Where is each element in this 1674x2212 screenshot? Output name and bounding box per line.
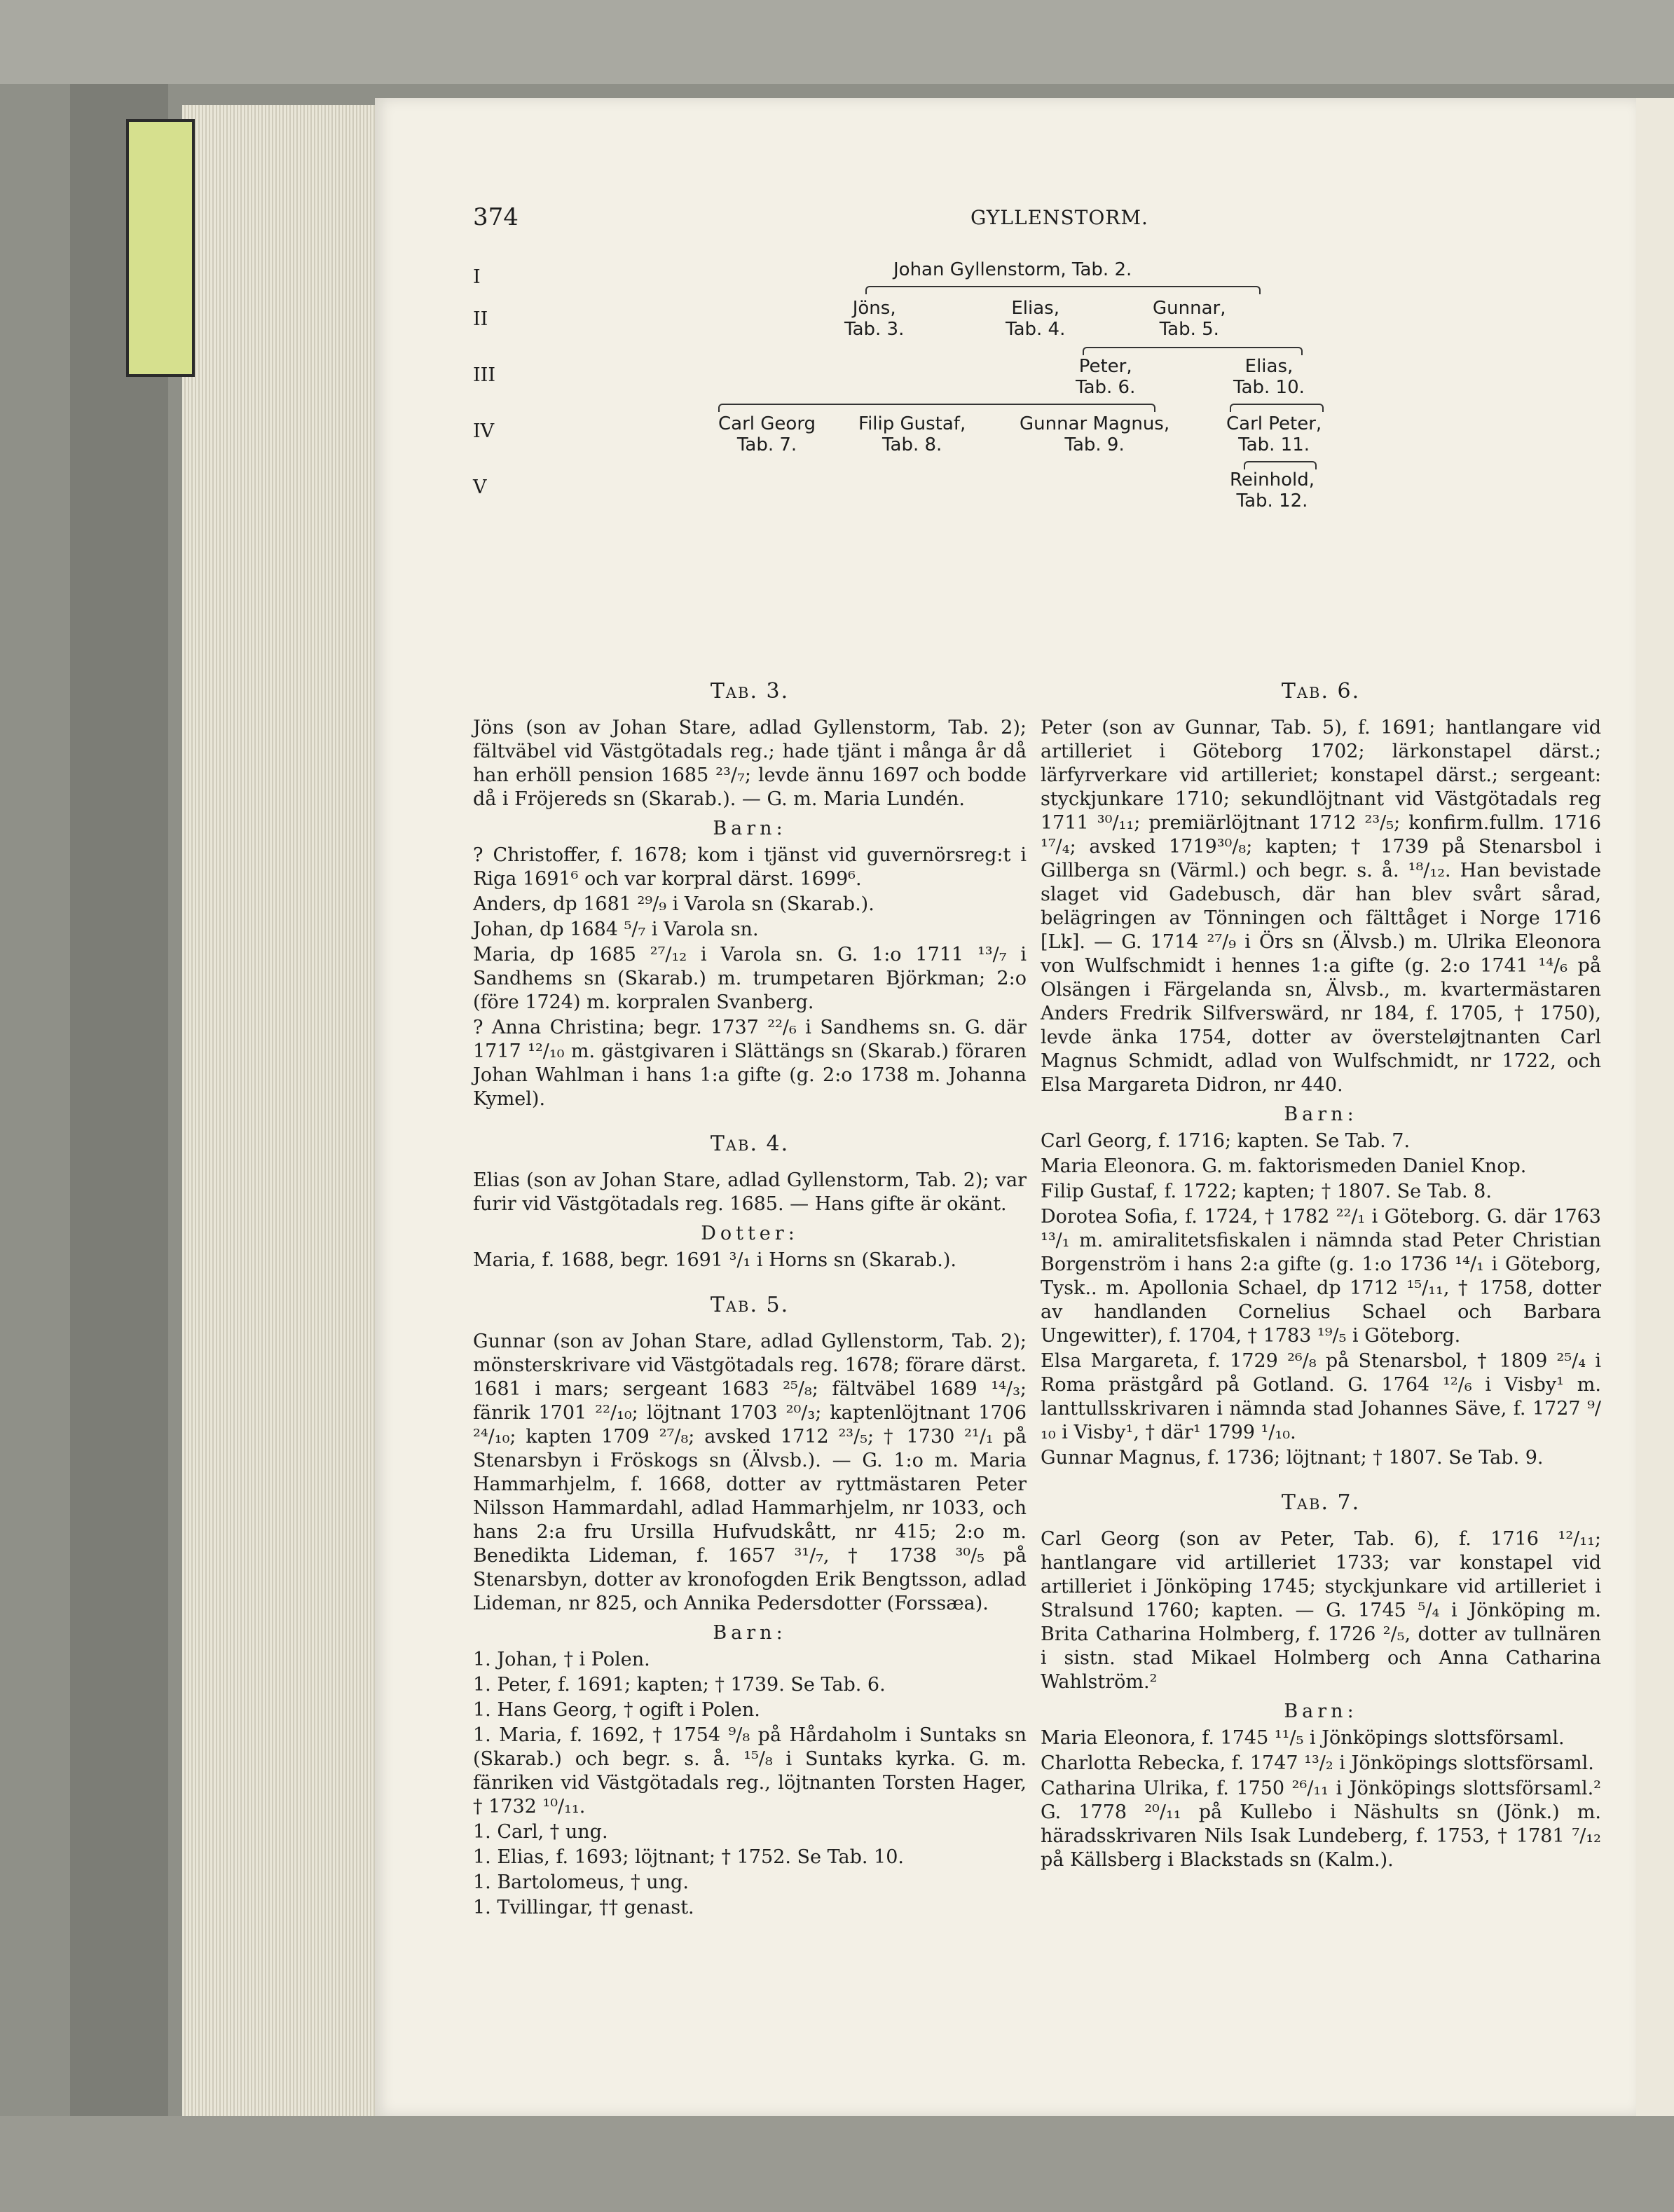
- child-entry: 1. Bartolomeus, † ung.: [473, 1871, 689, 1893]
- tree-node-name: Reinhold,: [1230, 469, 1315, 490]
- tree-node-gen4: [1226, 413, 1322, 455]
- child-entry: 1. Elias, f. 1693; löjtnant; † 1752. Se Tab. 10.: [473, 1846, 904, 1868]
- page-edges: [182, 105, 375, 2116]
- tab-heading: Tab. 3.: [710, 679, 790, 703]
- child-entry: Catharina Ulrika, f. 1750 ²⁶/₁₁ i Jönköpings slottsförsaml.² G. 1778 ²⁰/₁₁ på Kullebo i Näshults sn (Jönk.) m. häradsskrivaren Nils Isak Lundeberg, f. 1753, † 1781 ⁷/₁₂ på Källsberg i Blackstads sn (Kalm.).: [1041, 1778, 1601, 1871]
- children-heading: Dotter:: [701, 1223, 799, 1244]
- tree-brace: [865, 286, 1261, 294]
- child-entry: Johan, dp 1684 ⁵/₇ i Varola sn.: [473, 919, 759, 940]
- book-spine: [70, 84, 168, 2116]
- tree-node-name: Carl Georg: [718, 413, 816, 434]
- tree-node-name: Gunnar,: [1153, 298, 1226, 319]
- tree-node-name: Peter,: [1078, 356, 1132, 377]
- child-entry: Anders, dp 1681 ²⁹/₉ i Varola sn (Skarab.).: [473, 893, 874, 915]
- tree-node-gen4: [858, 413, 966, 455]
- generation-label: IV: [473, 420, 495, 442]
- child-entry: ? Christoffer, f. 1678; kom i tjänst vid guvernörsreg:t i Riga 1691⁶ och var korpral därst. 1699⁶.: [473, 844, 1027, 890]
- tree-node-tab: Tab. 12.: [1236, 490, 1308, 511]
- running-title: GYLLENSTORM.: [970, 206, 1148, 229]
- tree-node-tab: Tab. 9.: [1064, 434, 1125, 455]
- page-header: [473, 203, 1594, 238]
- tree-node-gen2: [844, 298, 904, 340]
- tree-node-gen1: [893, 259, 1132, 280]
- tab-heading: Tab. 5.: [710, 1293, 790, 1317]
- tree-brace: [1083, 347, 1303, 355]
- child-entry: Carl Georg, f. 1716; kapten. Se Tab. 7.: [1041, 1130, 1411, 1152]
- left-column: [473, 659, 1027, 1921]
- child-entry: Dorotea Sofia, f. 1724, † 1782 ²²/₁ i Göteborg. G. där 1763 ¹³/₁ m. amiralitetsfiskalen i nämnda stad Peter Christian Borgenström i hans 2:a gifte (g. 1:o 1736 ¹⁴/₁ i Göteborg, Tysk.. m. Apollonia Schael, dp 1712 ¹⁵/₁₁, † 1758, dotter av handlanden Cornelius Schael och Barbara Ungewitter), f. 1704, † 1783 ¹⁹/₅ i Göteborg.: [1041, 1206, 1601, 1347]
- child-entry: Maria, f. 1688, begr. 1691 ³/₁ i Horns sn (Skarab.).: [473, 1249, 956, 1271]
- tree-node-tab: Tab. 11.: [1238, 434, 1310, 455]
- child-entry: 1. Peter, f. 1691; kapten; † 1739. Se Tab. 6.: [473, 1674, 886, 1696]
- tree-node-tab: Tab. 3.: [844, 319, 905, 340]
- tree-node-tab: Tab. 7.: [736, 434, 797, 455]
- entry-paragraph: Elias (son av Johan Stare, adlad Gyllenstorm, Tab. 2); var furir vid Västgötadals reg. 1685. — Hans gifte är okänt.: [473, 1169, 1027, 1215]
- generation-label: V: [473, 476, 487, 498]
- tree-brace: [1244, 461, 1317, 469]
- child-entry: Maria Eleonora, f. 1745 ¹¹/₅ i Jönköpings slottsförsaml.: [1041, 1727, 1565, 1749]
- facing-page-edge: [1633, 98, 1674, 2123]
- child-entry: Charlotta Rebecka, f. 1747 ¹³/₂ i Jönköpings slottsförsaml.: [1041, 1752, 1594, 1774]
- tree-node-gen5: [1230, 469, 1315, 511]
- tree-node-name: Elias,: [1244, 356, 1294, 377]
- child-entry: 1. Carl, † ung.: [473, 1821, 608, 1843]
- tree-node-name: Johan Gyllenstorm, Tab. 2.: [893, 259, 1132, 280]
- generation-label: III: [473, 364, 495, 386]
- child-entry: 1. Hans Georg, † ogift i Polen.: [473, 1699, 760, 1721]
- tab-heading: Tab. 4.: [710, 1132, 790, 1156]
- tree-node-tab: Tab. 6.: [1076, 377, 1136, 398]
- page-content: [473, 203, 1601, 2095]
- tree-node-gen2: [1153, 298, 1226, 340]
- photo-background-bottom: [0, 2116, 1674, 2212]
- children-heading: Barn:: [713, 818, 787, 839]
- entry-paragraph: Peter (son av Gunnar, Tab. 5), f. 1691; hantlangare vid artilleriet i Göteborg 1702; lärkonstapel därst.; lärfyrverkare vid artilleriet; konstapel därst.; sergeant: styckjunkare 1710; sekundlöjtnant vid Västgötadals reg 1711 ³⁰/₁₁; premiärlöjtnant 1712 ²³/₅; konfirm.fullm. 1716 ¹⁷/₄; avsked 1719³⁰/₈; kapten; † 1739 på Stenarsbol i Gillberga sn (Värml.) och begr. s. å. ¹⁸/₁₂. Han bevistade slaget vid Gadebusch, där han blev svårt sårad, belägringen av Tönningen och fälttåget i Norge 1716 [Lk]. — G. 1714 ²⁷/₉ i Örs sn (Älvsb.) m. Ulrika Eleonora von Wulfschmidt i hennes 1:a gifte (g. 2:o 1741 ¹⁴/₆ på Olsängen i Färgelanda sn, Älvsb., m. kvartermästaren Anders Fredrik Silfverswärd, nr 184, f. 1705, † 1750), levde änka 1754, dotter av översteløjtnanten Carl Magnus Schmidt, adlad von Wulfschmidt, nr 1722, och Elsa Margareta Didron, nr 440.: [1041, 717, 1601, 1096]
- entry-paragraph: Carl Georg (son av Peter, Tab. 6), f. 1716 ¹²/₁₁; hantlangare vid artilleriet 1733; var konstapel vid artilleriet i Jönköping 1745; styckjunkare vid artilleriet i Stralsund 1760; kapten. — G. 1745 ⁵/₄ i Jönköping m. Brita Catharina Holmberg, f. 1726 ²/₅, dotter av tullnären i sistn. stad Mikael Holmberg och Anna Catharina Wahlström.²: [1041, 1528, 1601, 1693]
- photo-background-top: [0, 0, 1674, 84]
- entry-paragraph: Jöns (son av Johan Stare, adlad Gyllenstorm, Tab. 2); fältväbel vid Västgötadals reg.; hade tjänt i många år då han erhöll pension 1685 ²³/₇; levde ännu 1697 och bodde då i Fröjereds sn (Skarab.). — G. m. Maria Lundén.: [473, 717, 1027, 810]
- children-heading: Barn:: [1284, 1104, 1358, 1125]
- tab-heading: Tab. 7.: [1281, 1490, 1361, 1515]
- tree-node-gen4: [1020, 413, 1169, 455]
- tree-node-name: Jöns,: [852, 298, 896, 319]
- spine-label: [126, 119, 195, 377]
- tree-node-gen3: [1076, 356, 1135, 398]
- page-number: 374: [473, 203, 519, 231]
- tab-heading: Tab. 6.: [1281, 679, 1361, 703]
- child-entry: 1. Tvillingar, †† genast.: [473, 1897, 694, 1918]
- tree-brace: [1230, 404, 1324, 412]
- child-entry: Gunnar Magnus, f. 1736; löjtnant; † 1807. Se Tab. 9.: [1041, 1447, 1544, 1469]
- child-entry: ? Anna Christina; begr. 1737 ²²/₆ i Sandhems sn. G. där 1717 ¹²/₁₀ m. gästgivaren i Slättängs sn (Skarab.) föraren Johan Wahlman i hans 1:a gifte (g. 2:o 1738 m. Johanna Kymel).: [473, 1017, 1027, 1110]
- tree-brace: [718, 404, 1155, 412]
- children-heading: Barn:: [713, 1622, 787, 1644]
- book-page: [375, 98, 1636, 2116]
- tree-node-gen4: [718, 413, 816, 455]
- tree-node-tab: Tab. 4.: [1006, 319, 1066, 340]
- tree-node-name: Elias,: [1011, 298, 1059, 319]
- child-entry: Maria, dp 1685 ²⁷/₁₂ i Varola sn. G. 1:o 1711 ¹³/₇ i Sandhems sn (Skarab.) m. trumpetaren Björkman; 2:o (före 1724) m. korpralen Svanberg.: [473, 944, 1027, 1013]
- children-heading: Barn:: [1284, 1701, 1358, 1722]
- child-entry: Elsa Margareta, f. 1729 ²⁶/₈ på Stenarsbol, † 1809 ²⁵/₄ i Roma prästgård på Gotland. G. 1764 ¹²/₆ i Visby¹ m. lanttullsskrivaren i nämnda stad Johannes Säve, f. 1727 ⁹/₁₀ i Visby¹, † där¹ 1799 ¹/₁₀.: [1041, 1350, 1601, 1443]
- tree-node-name: Filip Gustaf,: [858, 413, 966, 434]
- tree-node-name: Carl Peter,: [1226, 413, 1322, 434]
- child-entry: 1. Maria, f. 1692, † 1754 ⁹/₈ på Hårdaholm i Suntaks sn (Skarab.) och begr. s. å. ¹⁵/₈ i Suntaks kyrka. G. m. fänriken vid Västgötadals reg., löjtnanten Torsten Hager, † 1732 ¹⁰/₁₁.: [473, 1724, 1027, 1818]
- generation-label: II: [473, 308, 488, 330]
- child-entry: Filip Gustaf, f. 1722; kapten; † 1807. Se Tab. 8.: [1041, 1181, 1492, 1202]
- generation-label: I: [473, 266, 481, 288]
- tree-node-gen3: [1233, 356, 1305, 398]
- child-entry: 1. Johan, † i Polen.: [473, 1649, 650, 1670]
- right-column: [1041, 659, 1601, 1874]
- tree-node-tab: Tab. 5.: [1159, 319, 1219, 340]
- tree-node-name: Gunnar Magnus,: [1020, 413, 1170, 434]
- tree-node-tab: Tab. 10.: [1233, 377, 1305, 398]
- tree-node-tab: Tab. 8.: [881, 434, 942, 455]
- child-entry: Maria Eleonora. G. m. faktorismeden Daniel Knop.: [1041, 1155, 1527, 1177]
- tree-node-gen2: [1006, 298, 1065, 340]
- entry-paragraph: Gunnar (son av Johan Stare, adlad Gyllenstorm, Tab. 2); mönsterskrivare vid Västgötadals reg. 1678; förare därst. 1681 i mars; sergeant 1683 ²⁵/₈; fältväbel 1689 ¹⁴/₃; fänrik 1701 ²²/₁₀; löjtnant 1703 ²⁰/₃; kaptenlöjtnant 1706 ²⁴/₁₀; kapten 1709 ²⁷/₈; avsked 1712 ²³/₅; † 1730 ²¹/₁ på Stenarsbyn i Fröskogs sn (Älvsb.). — G. 1:o m. Maria Hammarhjelm, f. 1668, dotter av ryttmästaren Peter Nilsson Hammardahl, adlad Hammarhjelm, nr 1033, och hans 2:a fru Ursilla Hufvudskått, nr 415; 2:o m. Benedikta Lideman, f. 1657 ³¹/₇, † 1738 ³⁰/₅ på Stenarsbyn, dotter av kronofogden Erik Bengtsson, adlad Lideman, nr 825, och Annika Pedersdotter (Forssæa).: [473, 1331, 1027, 1614]
